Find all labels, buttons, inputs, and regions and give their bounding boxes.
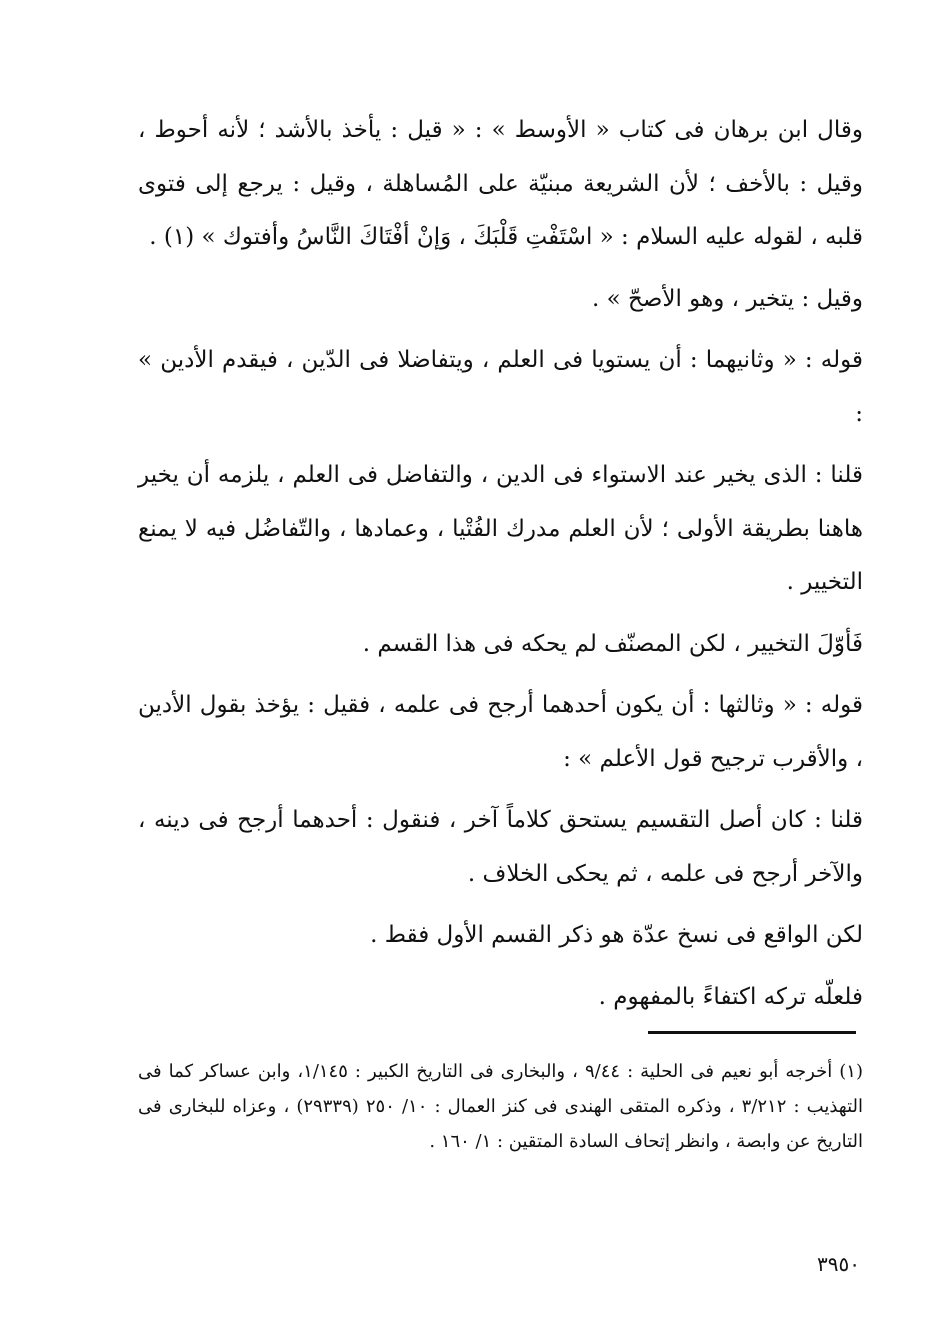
paragraph-5: فَأوّلَ التخيير ، لكن المصنّف لم يحكه فى هذا القسم .	[362, 630, 863, 657]
paragraph-3: قوله : « وثانيهما : أن يستويا فى العلم ، ويتفاضلا فى الدّين ، فيقدم الأدين » :	[138, 347, 863, 427]
main-text-body	[138, 104, 863, 1024]
footnote-divider	[648, 1031, 856, 1034]
footnotes-section	[138, 1054, 863, 1159]
paragraph-6: قوله : « وثالثها : أن يكون أحدهما أرجح فى علمه ، فقيل : يؤخذ بقول الأدين ، والأقرب ترجيح قول الأعلم » :	[138, 692, 863, 772]
paragraph-4: قلنا : الذى يخير عند الاستواء فى الدين ، والتفاضل فى العلم ، يلزمه أن يخير هاهنا بطريقة الأولى ؛ لأن العلم مدرك الفُتْيا ، وعمادها ، والتّفاضُل فيه لا يمنع التخيير .	[138, 462, 863, 595]
paragraph-7: قلنا : كان أصل التقسيم يستحق كلاماً آخر ، فنقول : أحدهما أرجح فى دينه ، والآخر أرجح فى علمه ، ثم يحكى الخلاف .	[138, 807, 863, 887]
paragraph-2: وقيل : يتخير ، وهو الأصحّ » .	[591, 285, 863, 312]
page-number: ٣٩٥٠	[817, 1252, 860, 1276]
paragraph-8: لكن الواقع فى نسخ عدّة هو ذكر القسم الأول فقط .	[370, 922, 863, 948]
paragraph-9: فلعلّه تركه اكتفاءً بالمفهوم .	[598, 983, 863, 1010]
paragraph-1: وقال ابن برهان فى كتاب « الأوسط » : « قيل : يأخذ بالأشد ؛ لأنه أحوط ، وقيل : بالأخف ؛ لأن الشريعة مبنيّة على المُساهلة ، وقيل : يرجع إلى فتوى قلبه ، لقوله عليه السلام : « اسْتَفْتِ قَلْبَكَ ، وَإنْ أفْتَاكَ النَّاسُ وأفتوك » (١) .	[138, 117, 863, 250]
footnote-1: (١) أخرجه أبو نعيم فى الحلية : ٩/٤٤ ، والبخارى فى التاريخ الكبير : ١/١٤٥، وابن عساكر كما فى التهذيب : ٣/٢١٢ ، وذكره المتقى الهندى فى كنز العمال : ١٠/ ٢٥٠ (٢٩٣٣٩) ، وعزاه للبخارى فى التاريخ عن وابصة ، وانظر إتحاف السادة المتقين : ١/ ١٦٠ .	[138, 1061, 863, 1152]
